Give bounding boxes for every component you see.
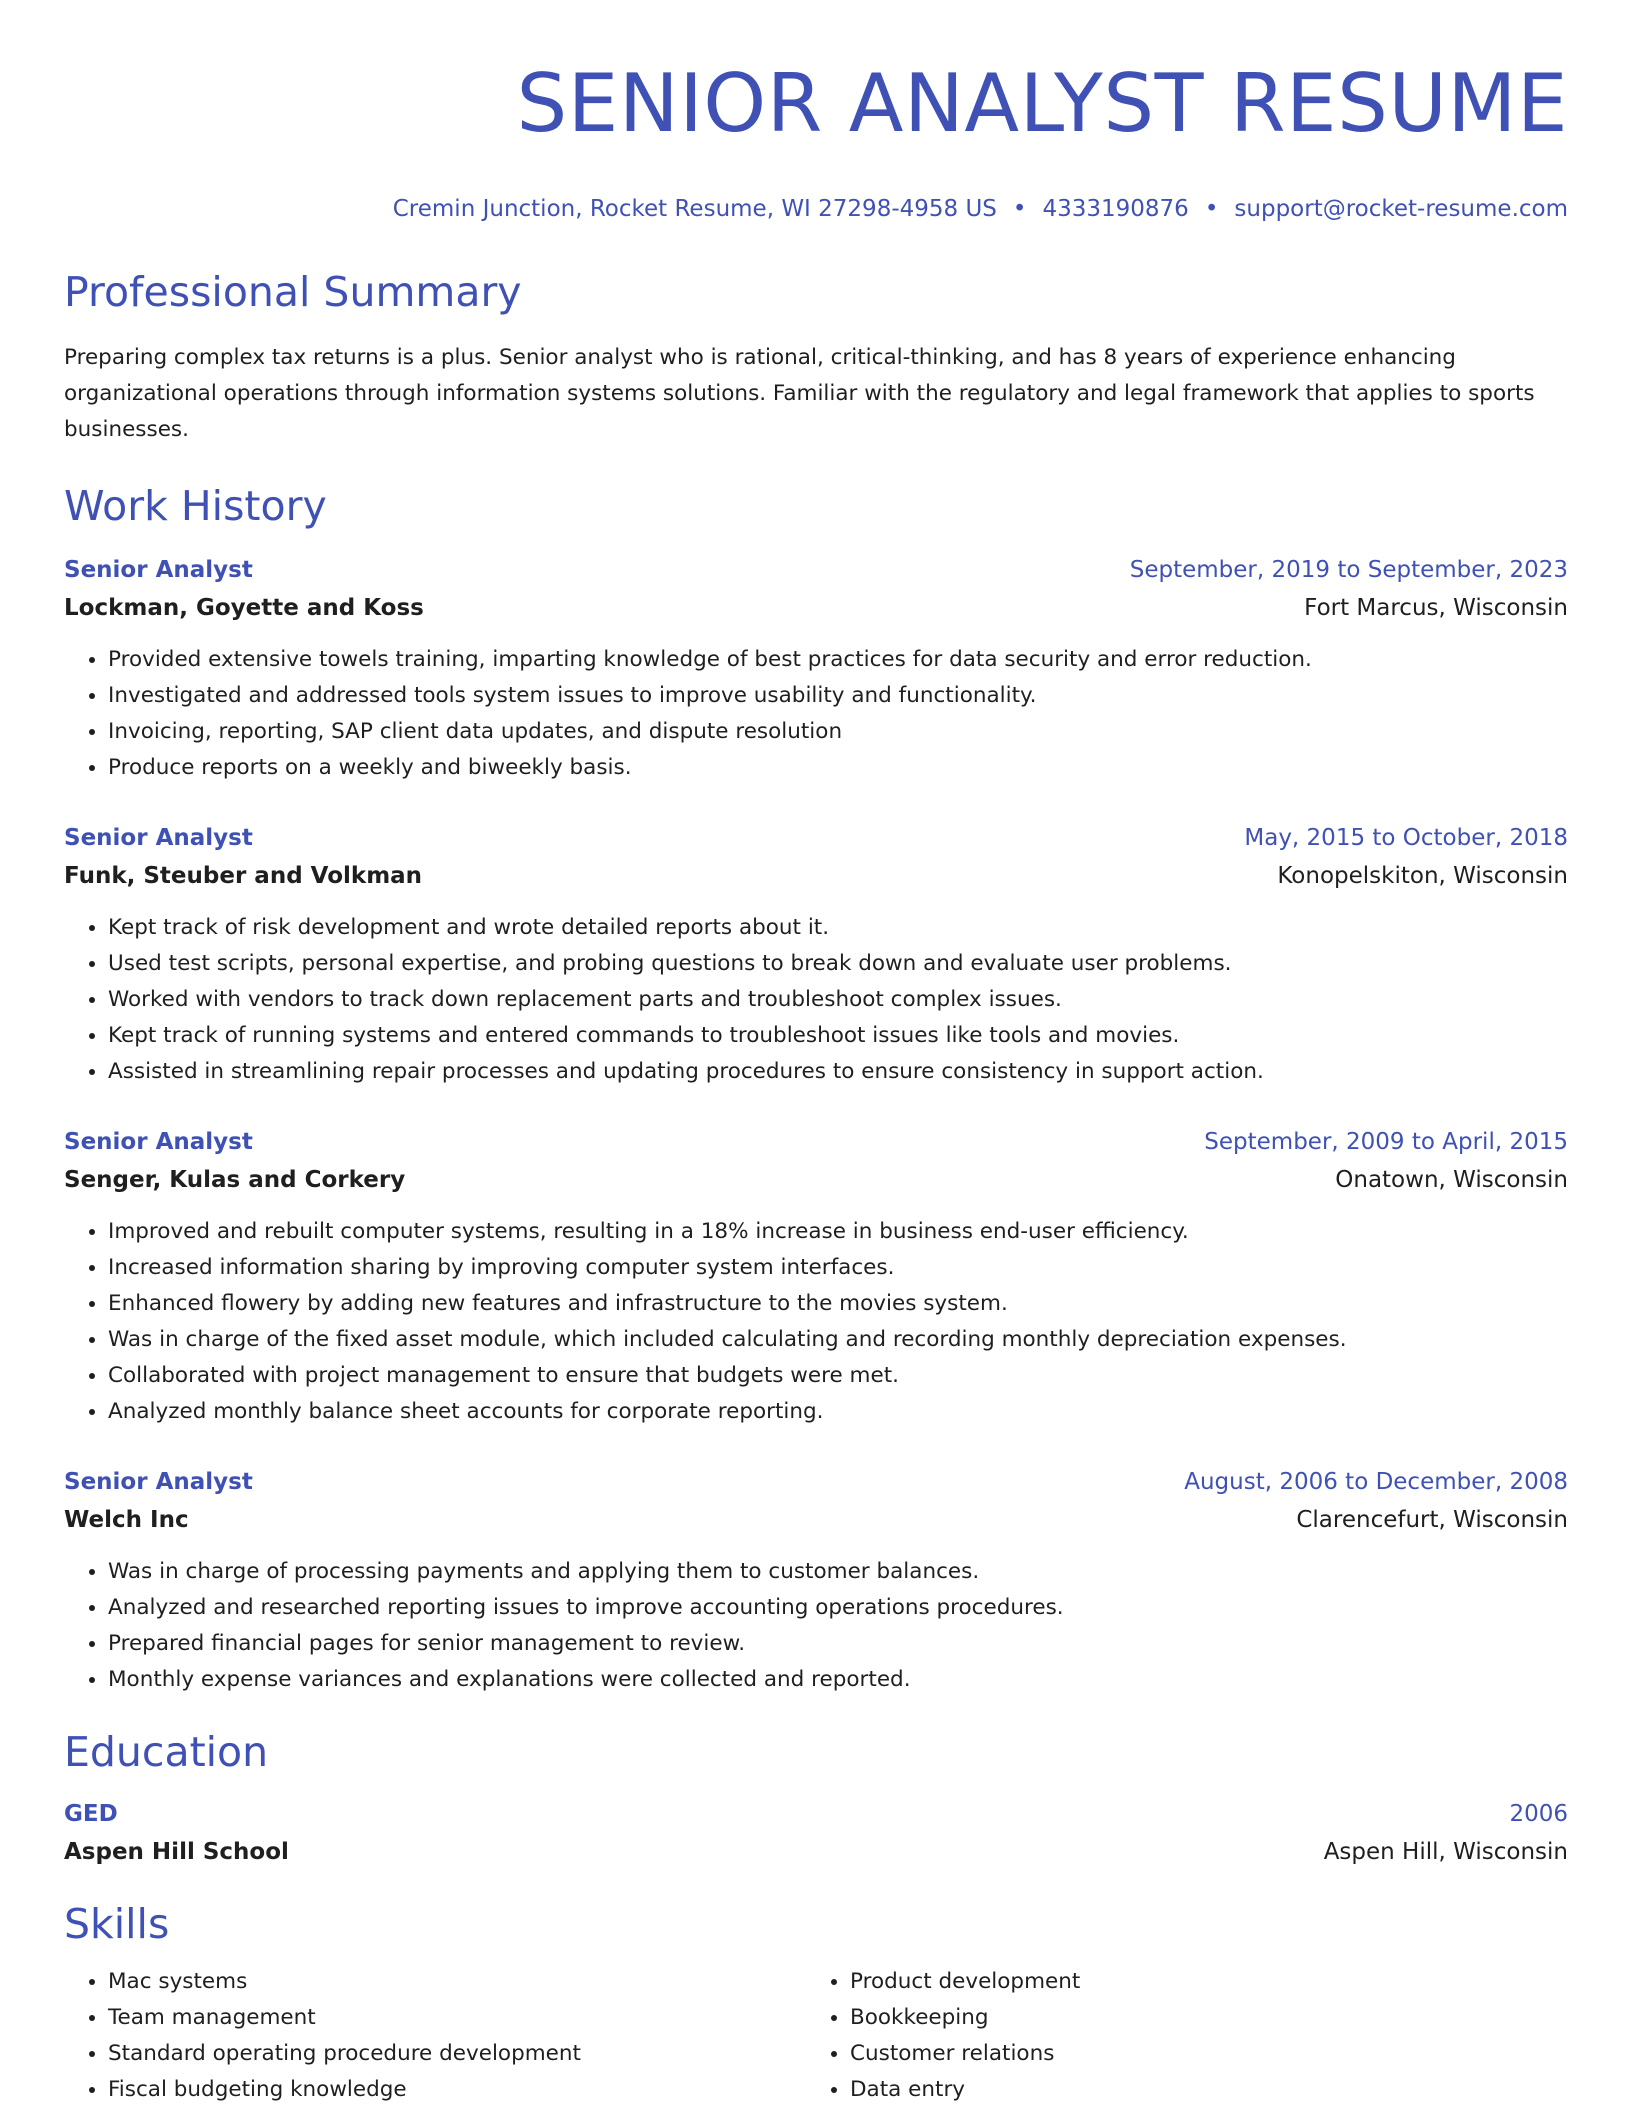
resume-page xyxy=(64,0,1568,2108)
job-company: Funk, Steuber and Volkman xyxy=(64,863,423,889)
education-school: Aspen Hill School xyxy=(64,1839,289,1865)
education-header xyxy=(64,1798,1568,1830)
job-location: Onatown, Wisconsin xyxy=(1335,1167,1568,1193)
education-degree: GED xyxy=(64,1801,118,1827)
job-org-row xyxy=(64,1504,1568,1536)
job-company: Welch Inc xyxy=(64,1507,189,1533)
job-bullet: • Collaborated with project management to ensure that budgets were met. xyxy=(108,1358,1568,1394)
skills-column-left xyxy=(64,1964,806,2108)
summary-text: Preparing complex tax returns is a plus. Senior analyst who is rational, critical-thinking, and has 8 years of experience enhancing organizational operations through information systems solutions. Familiar with the regulatory and legal framework that applies to sports businesses. xyxy=(64,345,1535,442)
skill-item: • Data entry xyxy=(850,2072,1548,2108)
education-entry xyxy=(64,1798,1568,1868)
job-header xyxy=(64,1466,1568,1498)
education-year: 2006 xyxy=(1509,1801,1568,1827)
skill-item: • Product development xyxy=(850,1964,1548,2000)
skill-item: • Standard operating procedure development xyxy=(108,2036,806,2072)
job-org-row xyxy=(64,592,1568,624)
job-bullet: • Was in charge of processing payments and applying them to customer balances. xyxy=(108,1554,1568,1590)
job-header xyxy=(64,1126,1568,1158)
job-entry xyxy=(64,822,1568,1090)
job-bullet: • Monthly expense variances and explanations were collected and reported. xyxy=(108,1662,1568,1698)
job-dates: September, 2019 to September, 2023 xyxy=(1129,557,1568,583)
skill-item: • Team management xyxy=(108,2000,806,2036)
contact-phone: 4333190876 xyxy=(1042,196,1189,222)
job-bullet: • Provided extensive towels training, imparting knowledge of best practices for data security and error reduction. xyxy=(108,642,1568,678)
job-header xyxy=(64,554,1568,586)
job-dates: September, 2009 to April, 2015 xyxy=(1204,1129,1568,1155)
contact-address: Cremin Junction, Rocket Resume, WI 27298-4958 US xyxy=(392,196,997,222)
education-heading: Education xyxy=(64,1728,269,1776)
skills-column-right xyxy=(806,1964,1548,2108)
job-role: Senior Analyst xyxy=(64,1469,253,1495)
job-bullet: • Was in charge of the fixed asset module, which included calculating and recording monthly depreciation expenses. xyxy=(108,1322,1568,1358)
job-entry xyxy=(64,1466,1568,1698)
job-bullets xyxy=(64,1214,1568,1430)
job-entry xyxy=(64,554,1568,786)
contact-separator: • xyxy=(1012,196,1027,222)
job-bullet: • Kept track of running systems and entered commands to troubleshoot issues like tools and movies. xyxy=(108,1018,1568,1054)
job-location: Fort Marcus, Wisconsin xyxy=(1304,595,1568,621)
resume-title: SENIOR ANALYST RESUME xyxy=(516,57,1568,150)
job-org-row xyxy=(64,860,1568,892)
job-bullet: • Used test scripts, personal expertise, and probing questions to break down and evaluate user problems. xyxy=(108,946,1568,982)
job-location: Konopelskiton, Wisconsin xyxy=(1277,863,1568,889)
job-company: Lockman, Goyette and Koss xyxy=(64,595,424,621)
job-dates: May, 2015 to October, 2018 xyxy=(1244,825,1568,851)
job-bullet: • Improved and rebuilt computer systems, resulting in a 18% increase in business end-user efficiency. xyxy=(108,1214,1568,1250)
skills-heading: Skills xyxy=(64,1900,170,1948)
job-company: Senger, Kulas and Corkery xyxy=(64,1167,406,1193)
job-org-row xyxy=(64,1164,1568,1196)
work-history-heading: Work History xyxy=(64,482,327,530)
skill-item: • Customer relations xyxy=(850,2036,1548,2072)
job-bullet: • Assisted in streamlining repair processes and updating procedures to ensure consistency in support action. xyxy=(108,1054,1568,1090)
job-bullets xyxy=(64,1554,1568,1698)
job-location: Clarencefurt, Wisconsin xyxy=(1296,1507,1568,1533)
job-bullet: • Worked with vendors to track down replacement parts and troubleshoot complex issues. xyxy=(108,982,1568,1018)
job-bullet: • Produce reports on a weekly and biweekly basis. xyxy=(108,750,1568,786)
job-bullet: • Investigated and addressed tools system issues to improve usability and functionality. xyxy=(108,678,1568,714)
job-entry xyxy=(64,1126,1568,1430)
skill-item: • Fiscal budgeting knowledge xyxy=(108,2072,806,2108)
job-role: Senior Analyst xyxy=(64,1129,253,1155)
skills-grid xyxy=(64,1964,1568,2108)
education-school-row xyxy=(64,1836,1568,1868)
job-bullet: • Kept track of risk development and wrote detailed reports about it. xyxy=(108,910,1568,946)
job-role: Senior Analyst xyxy=(64,557,253,583)
job-bullet: • Analyzed monthly balance sheet accounts for corporate reporting. xyxy=(108,1394,1568,1430)
job-bullet: • Prepared financial pages for senior management to review. xyxy=(108,1626,1568,1662)
summary-heading: Professional Summary xyxy=(64,268,522,316)
job-bullet: • Increased information sharing by improving computer system interfaces. xyxy=(108,1250,1568,1286)
job-bullet: • Analyzed and researched reporting issues to improve accounting operations procedures. xyxy=(108,1590,1568,1626)
job-bullet: • Invoicing, reporting, SAP client data updates, and dispute resolution xyxy=(108,714,1568,750)
skill-item: • Mac systems xyxy=(108,1964,806,2000)
job-header xyxy=(64,822,1568,854)
education-location: Aspen Hill, Wisconsin xyxy=(1323,1839,1568,1865)
contact-line xyxy=(64,194,1568,224)
job-role: Senior Analyst xyxy=(64,825,253,851)
job-bullet: • Enhanced flowery by adding new features and infrastructure to the movies system. xyxy=(108,1286,1568,1322)
job-bullets xyxy=(64,642,1568,786)
contact-separator: • xyxy=(1204,196,1219,222)
job-dates: August, 2006 to December, 2008 xyxy=(1184,1469,1568,1495)
skill-item: • Bookkeeping xyxy=(850,2000,1548,2036)
job-bullets xyxy=(64,910,1568,1090)
contact-email: support@rocket-resume.com xyxy=(1234,196,1568,222)
